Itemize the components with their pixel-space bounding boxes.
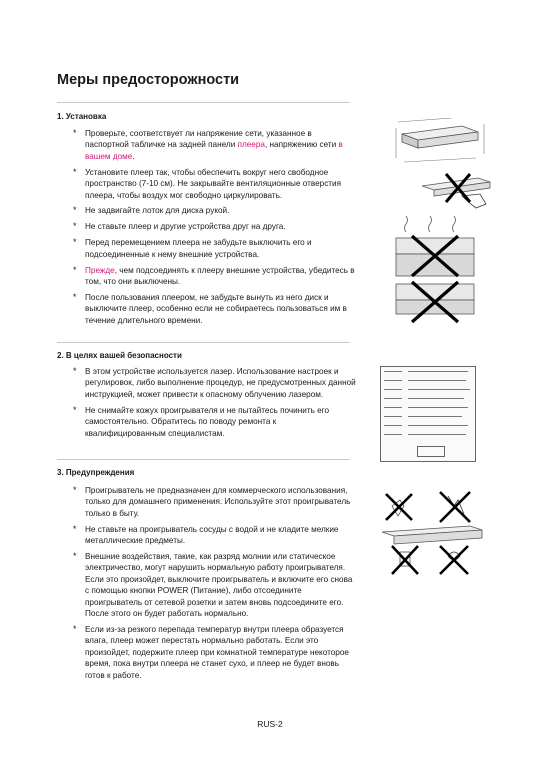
item-text: Не снимайте кожух проигрывателя и не пытайтесь починить его самостоятельно. Обратитесь по поводу ремонта к квалифицированным специалистам. [85,405,330,438]
stacked-devices-illustration [390,210,482,326]
bullet-item [73,292,357,326]
player-ventilation-illustration [392,118,492,170]
item-text: Перед перемещением плеера не забудьте выключить его и подсоединенные к нему внешние устройства. [85,238,312,259]
bullet-item [73,551,357,619]
section-rule [57,342,350,343]
bullet-item [73,524,357,547]
laser-warning-label-illustration [380,366,476,462]
highlighted-text: плеера [237,140,265,150]
hand-tray-illustration [418,172,494,214]
section-rule [57,459,350,460]
item-text: Не ставьте плеер и другие устройства друг на друга. [85,222,286,232]
title-rule [57,102,350,103]
bullet-item [73,624,357,681]
bullet-item [73,265,357,288]
item-text: Установите плеер так, чтобы обеспечить вокруг него свободное пространство (7-10 см). Не закрывайте вентиляционные отверстия плеера, чтобы воздух мог свободно циркулировать. [85,167,342,200]
item-text: Внешние воздействия, такие, как разряд молнии или статическое электричество, могут нарушить нормальную работу проигрывателя. Если это произойдет, выключите проигрыватель и включите его снова с помощью кнопки POWER (Питание), либо отсоедините проигрыватель от сетевой розетки и затем вновь подсоедините его. После этого он будет работать нормально. [85,552,353,619]
page-title: Меры предосторожности [57,72,240,88]
bullet-item [73,405,357,439]
bullet-item [73,366,357,400]
highlighted-text: Прежде [85,265,115,275]
bullet-item [73,221,357,232]
page-number: RUS-2 [257,719,283,729]
bullet-item [73,237,357,260]
item-text: , напряжению сети [264,140,339,150]
item-text: . [132,151,135,161]
warnings-illustration [378,486,486,582]
item-text: Не ставьте на проигрыватель сосуды с водой и не кладите мелкие металлические предметы. [85,524,339,546]
item-text: После пользования плеером, не забудьте вынуть из него диск и выключите плеер, особенно если не собираетесь пользоваться им в течение длительного времени. [85,292,347,325]
bullet-item [73,167,357,201]
section-heading-safety: 2. В целях вашей безопасности [57,351,182,360]
bullet-item [73,128,357,162]
highlighted-text: в вашем доме [85,140,343,161]
installation-list [73,128,357,331]
safety-list [73,366,357,443]
item-text: В этом устройстве используется лазер. Использование настроек и регулировок, либо выполнение процедур, не предусмотренных данной инструкцией, может привести к опасному облучению лазером. [85,367,356,399]
bullet-item [73,205,357,216]
bullet-item [73,485,357,519]
item-text: Если из-за резкого перепада температур внутри плеера образуется влага, плеер может перестать нормально работать. Если это произойдет, подержите плеер при комнатной температуре некоторое время, пока внутри плеера не станет сухо, и плеер не будет вновь готов к работе. [85,624,349,680]
section-heading-warnings: 3. Предупреждения [57,468,135,477]
item-text: Не задвигайте лоток для диска рукой. [85,206,230,216]
item-text: Проигрыватель не предназначен для коммерческого использования, только для домашнего применения. Используйте этот проигрыватель только в быту. [85,486,351,518]
item-text: , чем подсоединять к плееру внешние устройства, убедитесь в том, что они выключены. [85,265,355,286]
warnings-list [73,485,357,686]
item-text: Проверьте, соответствует ли напряжение сети, указанное в паспортной табличке на задней панели [85,129,312,150]
section-heading-installation: 1. Установка [57,112,107,121]
